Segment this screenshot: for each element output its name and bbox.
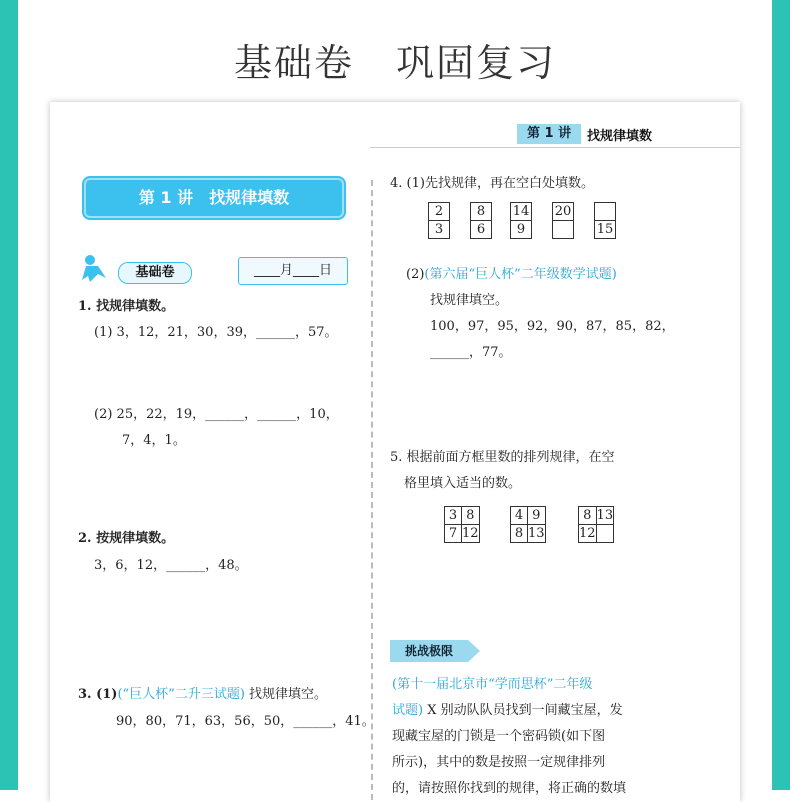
lesson-banner: 第 1 讲 找规律填数 xyxy=(84,178,344,218)
q4-box-1 xyxy=(428,202,450,239)
q1-part2-line1: (2) 25，22，19，______，______，10， xyxy=(94,407,339,422)
q4-box-1-bottom: 3 xyxy=(429,221,450,239)
q4-box-5-bottom: 15 xyxy=(595,221,616,239)
challenge-text-line3: 所示)，其中的数是按照一定规律排列 xyxy=(392,755,606,770)
q5-grid-1-cell: 8 xyxy=(462,507,480,525)
challenge-section-badge xyxy=(390,640,478,664)
q5-grid-2-cell: 13 xyxy=(528,526,545,541)
q2-title: 2. 按规律填数。 xyxy=(78,531,175,546)
date-field[interactable]: ____月____日 xyxy=(238,257,348,285)
q4-part2-instruction: 找规律填空。 xyxy=(430,293,509,308)
right-teal-border xyxy=(772,0,790,790)
q5-grid-2-cell: 8 xyxy=(511,525,528,543)
q4-box-1-top: 2 xyxy=(429,203,450,221)
header-lesson-tag: 第 1 讲 xyxy=(517,124,581,144)
left-teal-border xyxy=(0,0,18,790)
challenge-label: 挑战极限 xyxy=(390,640,468,662)
column-divider xyxy=(371,180,373,800)
q5-grid-3-cell: 13 xyxy=(596,508,614,523)
q5-grid-1-cell: 7 xyxy=(445,525,462,543)
q4-part2-header xyxy=(406,266,617,284)
running-kid-icon xyxy=(80,252,110,284)
q5-grid-2-cell: 4 xyxy=(511,507,528,525)
q4-box-2-bottom: 6 xyxy=(471,221,492,239)
challenge-arrow-icon xyxy=(468,640,480,662)
q3-prefix: 3. (1) xyxy=(78,687,118,702)
headline-part1: 基础卷 xyxy=(233,41,354,85)
q5-grid-1-cell: 12 xyxy=(462,526,479,541)
challenge-text-line4: 的，请按照你找到的规律，将正确的数填 xyxy=(392,781,627,796)
q5-grid-3-cell: 12 xyxy=(579,526,596,541)
q5-line2: 格里填入适当的数。 xyxy=(404,476,522,491)
q4-part2-sequence-end: ______，77。 xyxy=(430,345,512,360)
challenge-line1 xyxy=(392,702,623,720)
page-headline xyxy=(0,32,790,87)
q1-part1: (1) 3，12，21，30，39，______，57。 xyxy=(94,325,338,340)
basic-section-badge xyxy=(80,252,200,286)
q5-grid-3 xyxy=(578,506,614,543)
q4-box-3-top: 14 xyxy=(511,203,532,221)
q5-grid-2 xyxy=(510,506,546,543)
header-rule xyxy=(370,147,740,148)
basic-badge-label: 基础卷 xyxy=(118,262,192,284)
q4-box-4-bottom[interactable] xyxy=(553,221,574,239)
q4-box-5 xyxy=(594,202,616,239)
q1-title: 1. 找规律填数。 xyxy=(78,299,175,314)
challenge-source-line2: 试题) xyxy=(392,703,424,718)
q4-title: 4. (1)先找规律，再在空白处填数。 xyxy=(390,176,594,191)
q4-part2-prefix: (2) xyxy=(406,267,425,282)
q5-grid-2-cell: 9 xyxy=(528,507,546,525)
q3-source: (“巨人杯”二升三试题) xyxy=(117,687,245,702)
q4-box-3 xyxy=(510,202,532,239)
q5-grid-3-answer[interactable] xyxy=(596,525,614,543)
q4-box-4 xyxy=(552,202,574,239)
challenge-source-line1: (第十一届北京市“学而思杯”二年级 xyxy=(392,677,593,692)
header-lesson-title: 找规律填数 xyxy=(587,129,653,144)
q5-grid-3-cell: 8 xyxy=(579,507,597,525)
q4-box-4-top: 20 xyxy=(553,203,574,221)
q2-sequence: 3，6，12，______，48。 xyxy=(94,558,248,573)
q5-grid-1 xyxy=(444,506,480,543)
q4-box-3-bottom: 9 xyxy=(511,221,532,239)
q4-part2-sequence: 100，97，95，92，90，87，85，82， xyxy=(430,319,675,334)
workbook-page xyxy=(50,102,740,802)
q4-box-2 xyxy=(470,202,492,239)
challenge-text-line2: 现藏宝屋的门锁是一个密码锁(如下图 xyxy=(392,729,606,744)
headline-part2: 巩固复习 xyxy=(396,41,557,85)
q1-part2-line2: 7，4，1。 xyxy=(122,433,186,448)
q5-line1: 5. 根据前面方框里数的排列规律，在空 xyxy=(390,450,615,465)
q4-box-5-top[interactable] xyxy=(595,203,616,221)
q3-instruction: 找规律填空。 xyxy=(244,687,328,702)
q3-line xyxy=(78,686,327,704)
q5-grid-1-cell: 3 xyxy=(445,507,462,525)
q3-sequence: 90，80，71，63，56，50，______，41。 xyxy=(116,714,375,729)
q4-part2-source: (第六届“巨人杯”二年级数学试题) xyxy=(424,267,617,282)
q4-box-2-top: 8 xyxy=(471,203,492,221)
challenge-text-line1: X 别动队队员找到一间藏宝屋，发 xyxy=(423,703,623,718)
